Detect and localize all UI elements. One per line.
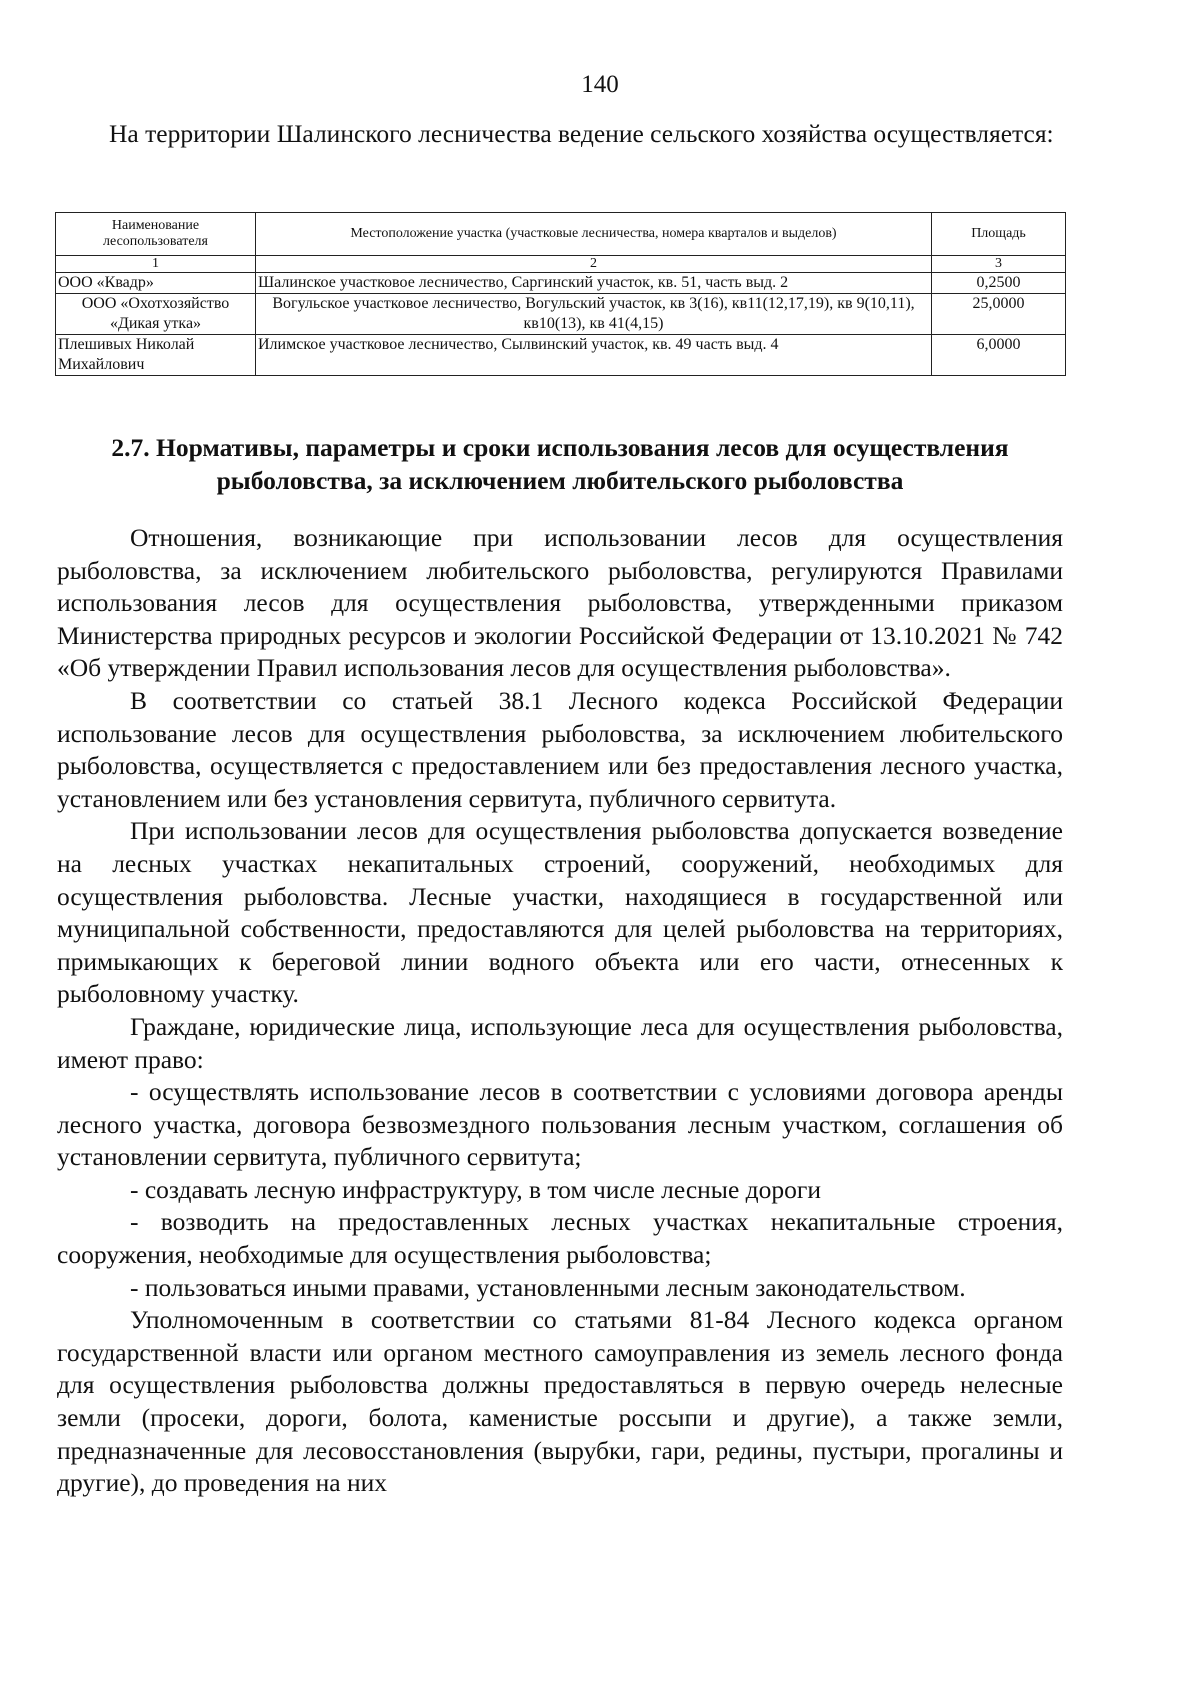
cell-area: 0,2500	[932, 273, 1066, 294]
section-body	[57, 522, 1063, 1500]
closing-paragraph: Уполномоченным в соответствии со статьями 81-84 Лесного кодекса органом государственной власти или органом местного самоуправления из земель лесного фонда для осуществления рыболовства должны предоставляться в первую очередь нелесные земли (просеки, дороги, болота, каменистые россыпи и другие), а также земли, предназначенные для лесовосстановления (вырубки, гари, редины, пустыри, прогалины и другие), до проведения на них	[57, 1305, 1063, 1498]
cell-location: Вогульское участковое лесничество, Вогульский участок, кв 3(16), кв11(12,17,19), кв 9(10,11), кв10(13), кв 41(4,15)	[256, 294, 932, 335]
intro-block	[57, 118, 1063, 151]
intro-paragraph: На территории Шалинского лесничества ведение сельского хозяйства осуществляется:	[109, 119, 1054, 148]
cell-area: 6,0000	[932, 335, 1066, 376]
column-number: 2	[256, 256, 932, 273]
table-row	[56, 335, 1066, 376]
page-number: 140	[581, 71, 619, 98]
cell-user-name: ООО «Квадр»	[56, 273, 256, 294]
header-area: Площадь	[932, 213, 1066, 256]
forest-users-table	[55, 212, 1066, 376]
rights-list-item: - создавать лесную инфраструктуру, в том числе лесные дороги	[130, 1174, 821, 1204]
cell-area: 25,0000	[932, 294, 1066, 335]
body-paragraph: Граждане, юридические лица, использующие леса для осуществления рыболовства, имеют право:	[57, 1011, 1063, 1074]
table-header-row	[56, 213, 1066, 256]
rights-list-item: - пользоваться иными правами, установленными лесным законодательством.	[130, 1272, 966, 1302]
rights-list-item: - осуществлять использование лесов в соответствии с условиями договора аренды лесного участка, договора безвозмездного пользования лесным участком, соглашения об установлении сервитута, публичного сервитута;	[57, 1077, 1063, 1172]
body-paragraph: Отношения, возникающие при использовании лесов для осуществления рыболовства, за исключением любительского рыболовства, регулируются Правилами использования лесов для осуществления рыболовства, утвержденными приказом Министерства природных ресурсов и экологии Российской Федерации от 13.10.2021 № 742 «Об утверждении Правил использования лесов для осуществления рыболовства».	[57, 523, 1063, 683]
cell-location: Шалинское участковое лесничество, Саргинский участок, кв. 51, часть выд. 2	[256, 273, 932, 294]
rights-list-item: - возводить на предоставленных лесных участках некапитальные строения, сооружения, необходимые для осуществления рыболовства;	[57, 1207, 1063, 1270]
table-column-numbers-row	[56, 256, 1066, 273]
column-number: 3	[932, 256, 1066, 273]
body-paragraph: В соответствии со статьей 38.1 Лесного кодекса Российской Федерации использование лесов для осуществления рыболовства, за исключением любительского рыболовства, осуществляется с предоставлением или без предоставления лесного участка, установлением или без установления сервитута, публичного сервитута.	[57, 685, 1063, 813]
cell-user-name: ООО «Охотхозяйство «Дикая утка»	[56, 294, 256, 335]
section-heading: 2.7. Нормативы, параметры и сроки использования лесов для осуществления рыболовства, за исключением любительского рыболовства	[111, 433, 1009, 495]
table-row	[56, 273, 1066, 294]
cell-user-name: Плешивых Николай Михайлович	[56, 335, 256, 376]
column-number: 1	[56, 256, 256, 273]
table-row	[56, 294, 1066, 335]
body-paragraph: При использовании лесов для осуществления рыболовства допускается возведение на лесных участках некапитальных строений, сооружений, необходимых для осуществления рыболовства. Лесные участки, находящиеся в государственной или муниципальной собственности, предоставляются для целей рыболовства на территориях, примыкающих к береговой линии водного объекта или его части, отнесенных к рыболовному участку.	[57, 816, 1063, 1009]
cell-location: Илимское участковое лесничество, Сылвинский участок, кв. 49 часть выд. 4	[256, 335, 932, 376]
header-user-name: Наименование лесопользователя	[56, 213, 256, 256]
header-location: Местоположение участка (участковые лесничества, номера кварталов и выделов)	[256, 213, 932, 256]
